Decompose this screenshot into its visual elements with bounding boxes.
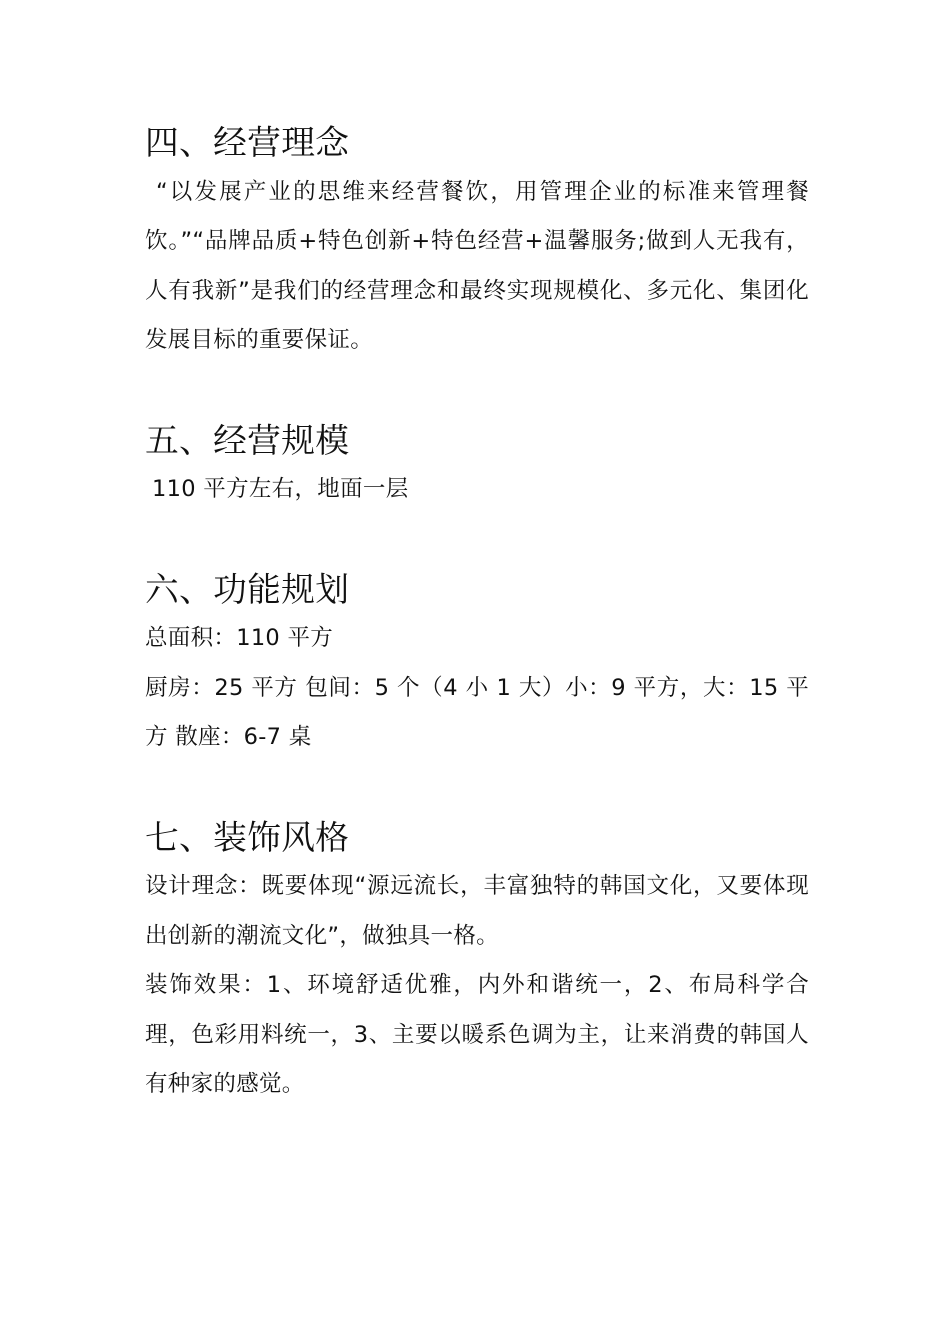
total-area-paragraph: 总面积：110 平方 [145,625,334,651]
section-business-philosophy [145,118,809,366]
section-business-scale [145,416,809,515]
section-heading: 六、功能规划 [145,569,350,609]
section-heading: 七、装饰风格 [145,817,350,857]
section-heading: 五、经营规模 [145,420,350,460]
section-heading: 四、经营理念 [145,123,350,162]
decoration-effect-paragraph: 装饰效果：1、环境舒适优雅，内外和谐统一，2、布局科学合理，色彩用料统一，3、主要以暖系色调为主，让来消费的韩国人有种家的感觉。 [145,972,809,1097]
design-concept-paragraph: 设计理念：既要体现“源远流长，丰富独特的韩国文化，又要体现出创新的潮流文化”，做独具一格。 [145,873,809,949]
philosophy-paragraph: “以发展产业的思维来经营餐饮，用管理企业的标准来管理餐饮。”“品牌品质+特色创新+特色经营+温馨服务;做到人无我有，人有我新”是我们的经营理念和最终实现规模化、多元化、集团化发展目标的重要保证。 [145,178,809,353]
section-function-planning [145,565,809,763]
document-body [145,118,809,1110]
scale-paragraph: 110 平方左右，地面一层 [152,476,409,502]
section-decoration-style [145,813,809,1110]
area-breakdown-paragraph: 厨房：25 平方 包间：5 个（4 小 1 大）小：9 平方，大：15 平方 散座：6-7 桌 [145,674,809,750]
